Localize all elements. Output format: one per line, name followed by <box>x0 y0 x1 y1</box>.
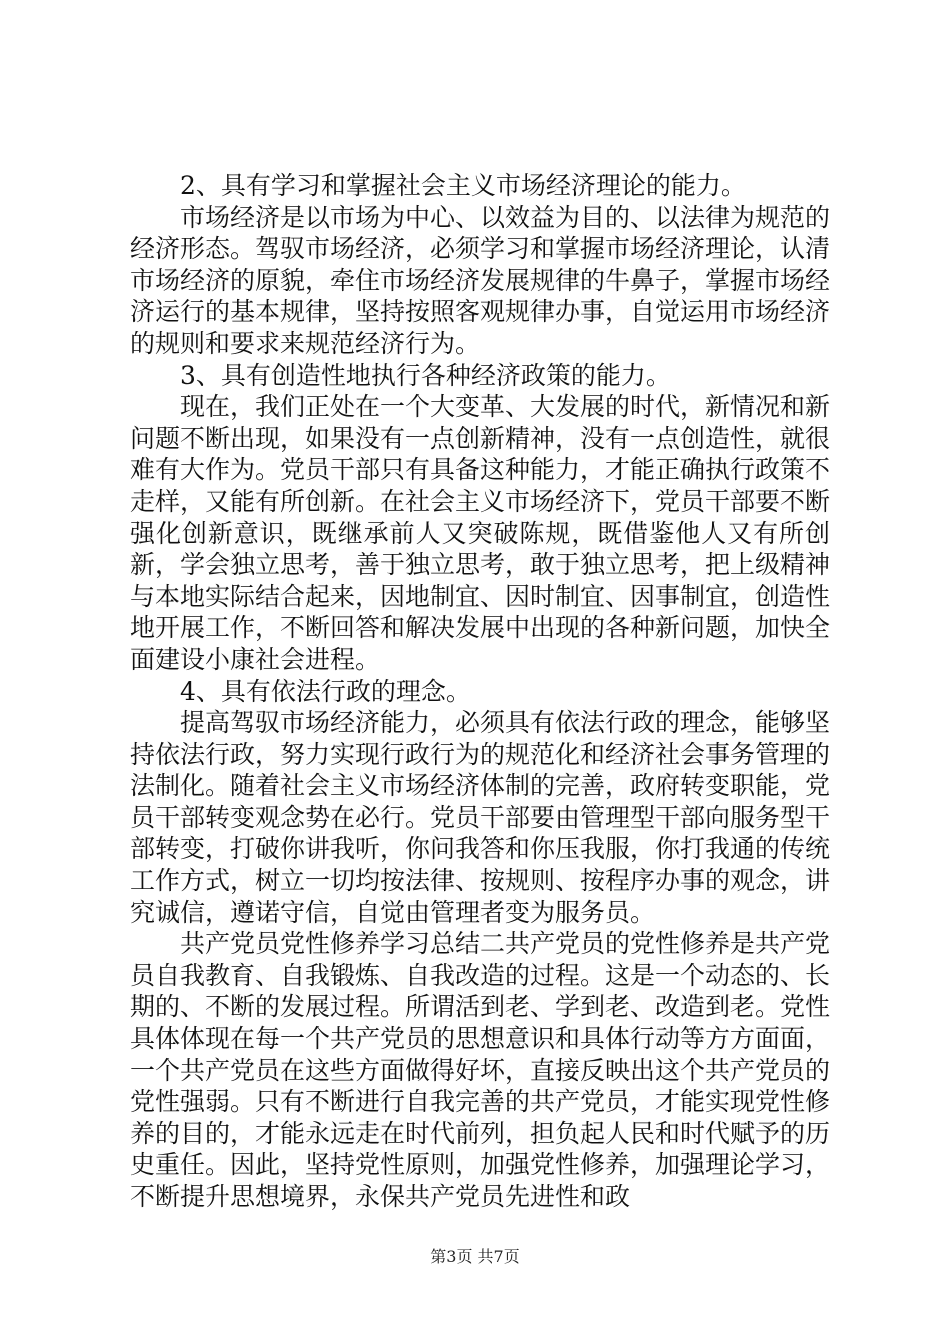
body-paragraph: 市场经济是以市场为中心、以效益为目的、以法律为规范的经济形态。驾驭市场经济，必须学习和掌握市场经济理论，认清市场经济的原貌，牵住市场经济发展规律的牛鼻子，掌握市场经济运行的基本规律，坚持按照客观规律办事，自觉运用市场经济的规则和要求来规范经济行为。 <box>130 202 831 358</box>
page-number-footer: 第3页 共7页 <box>430 1247 520 1266</box>
heading-item-3: 3、具有创造性地执行各种经济政策的能力。 <box>180 360 671 390</box>
heading-item-4: 4、具有依法行政的理念。 <box>180 676 471 706</box>
body-paragraph: 现在，我们正处在一个大变革、大发展的时代，新情况和新问题不断出现，如果没有一点创新精神，没有一点创造性，就很难有大作为。党员干部只有具备这种能力，才能正确执行政策不走样，又能有所创新。在社会主义市场经济下，党员干部要不断强化创新意识，既继承前人又突破陈规，既借鉴他人又有所创新，学会独立思考，善于独立思考，敢于独立思考，把上级精神与本地实际结合起来，因地制宜、因时制宜、因事制宜，创造性地开展工作，不断回答和解决发展中出现的各种新问题，加快全面建设小康社会进程。 <box>130 392 831 674</box>
body-paragraph: 共产党员党性修养学习总结二共产党员的党性修养是共产党员自我教育、自我锻炼、自我改造的过程。这是一个动态的、长期的、不断的发展过程。所谓活到老、学到老、改造到老。党性具体体现在每一个共产党员的思想意识和具体行动等方方面面，一个共产党员在这些方面做得好坏，直接反映出这个共产党员的党性强弱。只有不断进行自我完善的共产党员，才能实现党性修养的目的，才能永远走在时代前列，担负起人民和时代赋予的历史重任。因此，坚持党性原则，加强党性修养，加强理论学习，不断提升思想境界，永保共产党员先进性和政 <box>130 929 831 1211</box>
body-paragraph: 提高驾驭市场经济能力，必须具有依法行政的理念，能够坚持依法行政，努力实现行政行为的规范化和经济社会事务管理的法制化。随着社会主义市场经济体制的完善，政府转变职能，党员干部转变观念势在必行。党员干部要由管理型干部向服务型干部转变，打破你讲我听，你问我答和你压我服，你打我通的传统工作方式，树立一切均按法律、按规则、按程序办事的观念，讲究诚信，遵诺守信，自觉由管理者变为服务员。 <box>130 708 831 927</box>
document-body <box>130 170 830 1213</box>
heading-item-2: 2、具有学习和掌握社会主义市场经济理论的能力。 <box>180 171 746 200</box>
